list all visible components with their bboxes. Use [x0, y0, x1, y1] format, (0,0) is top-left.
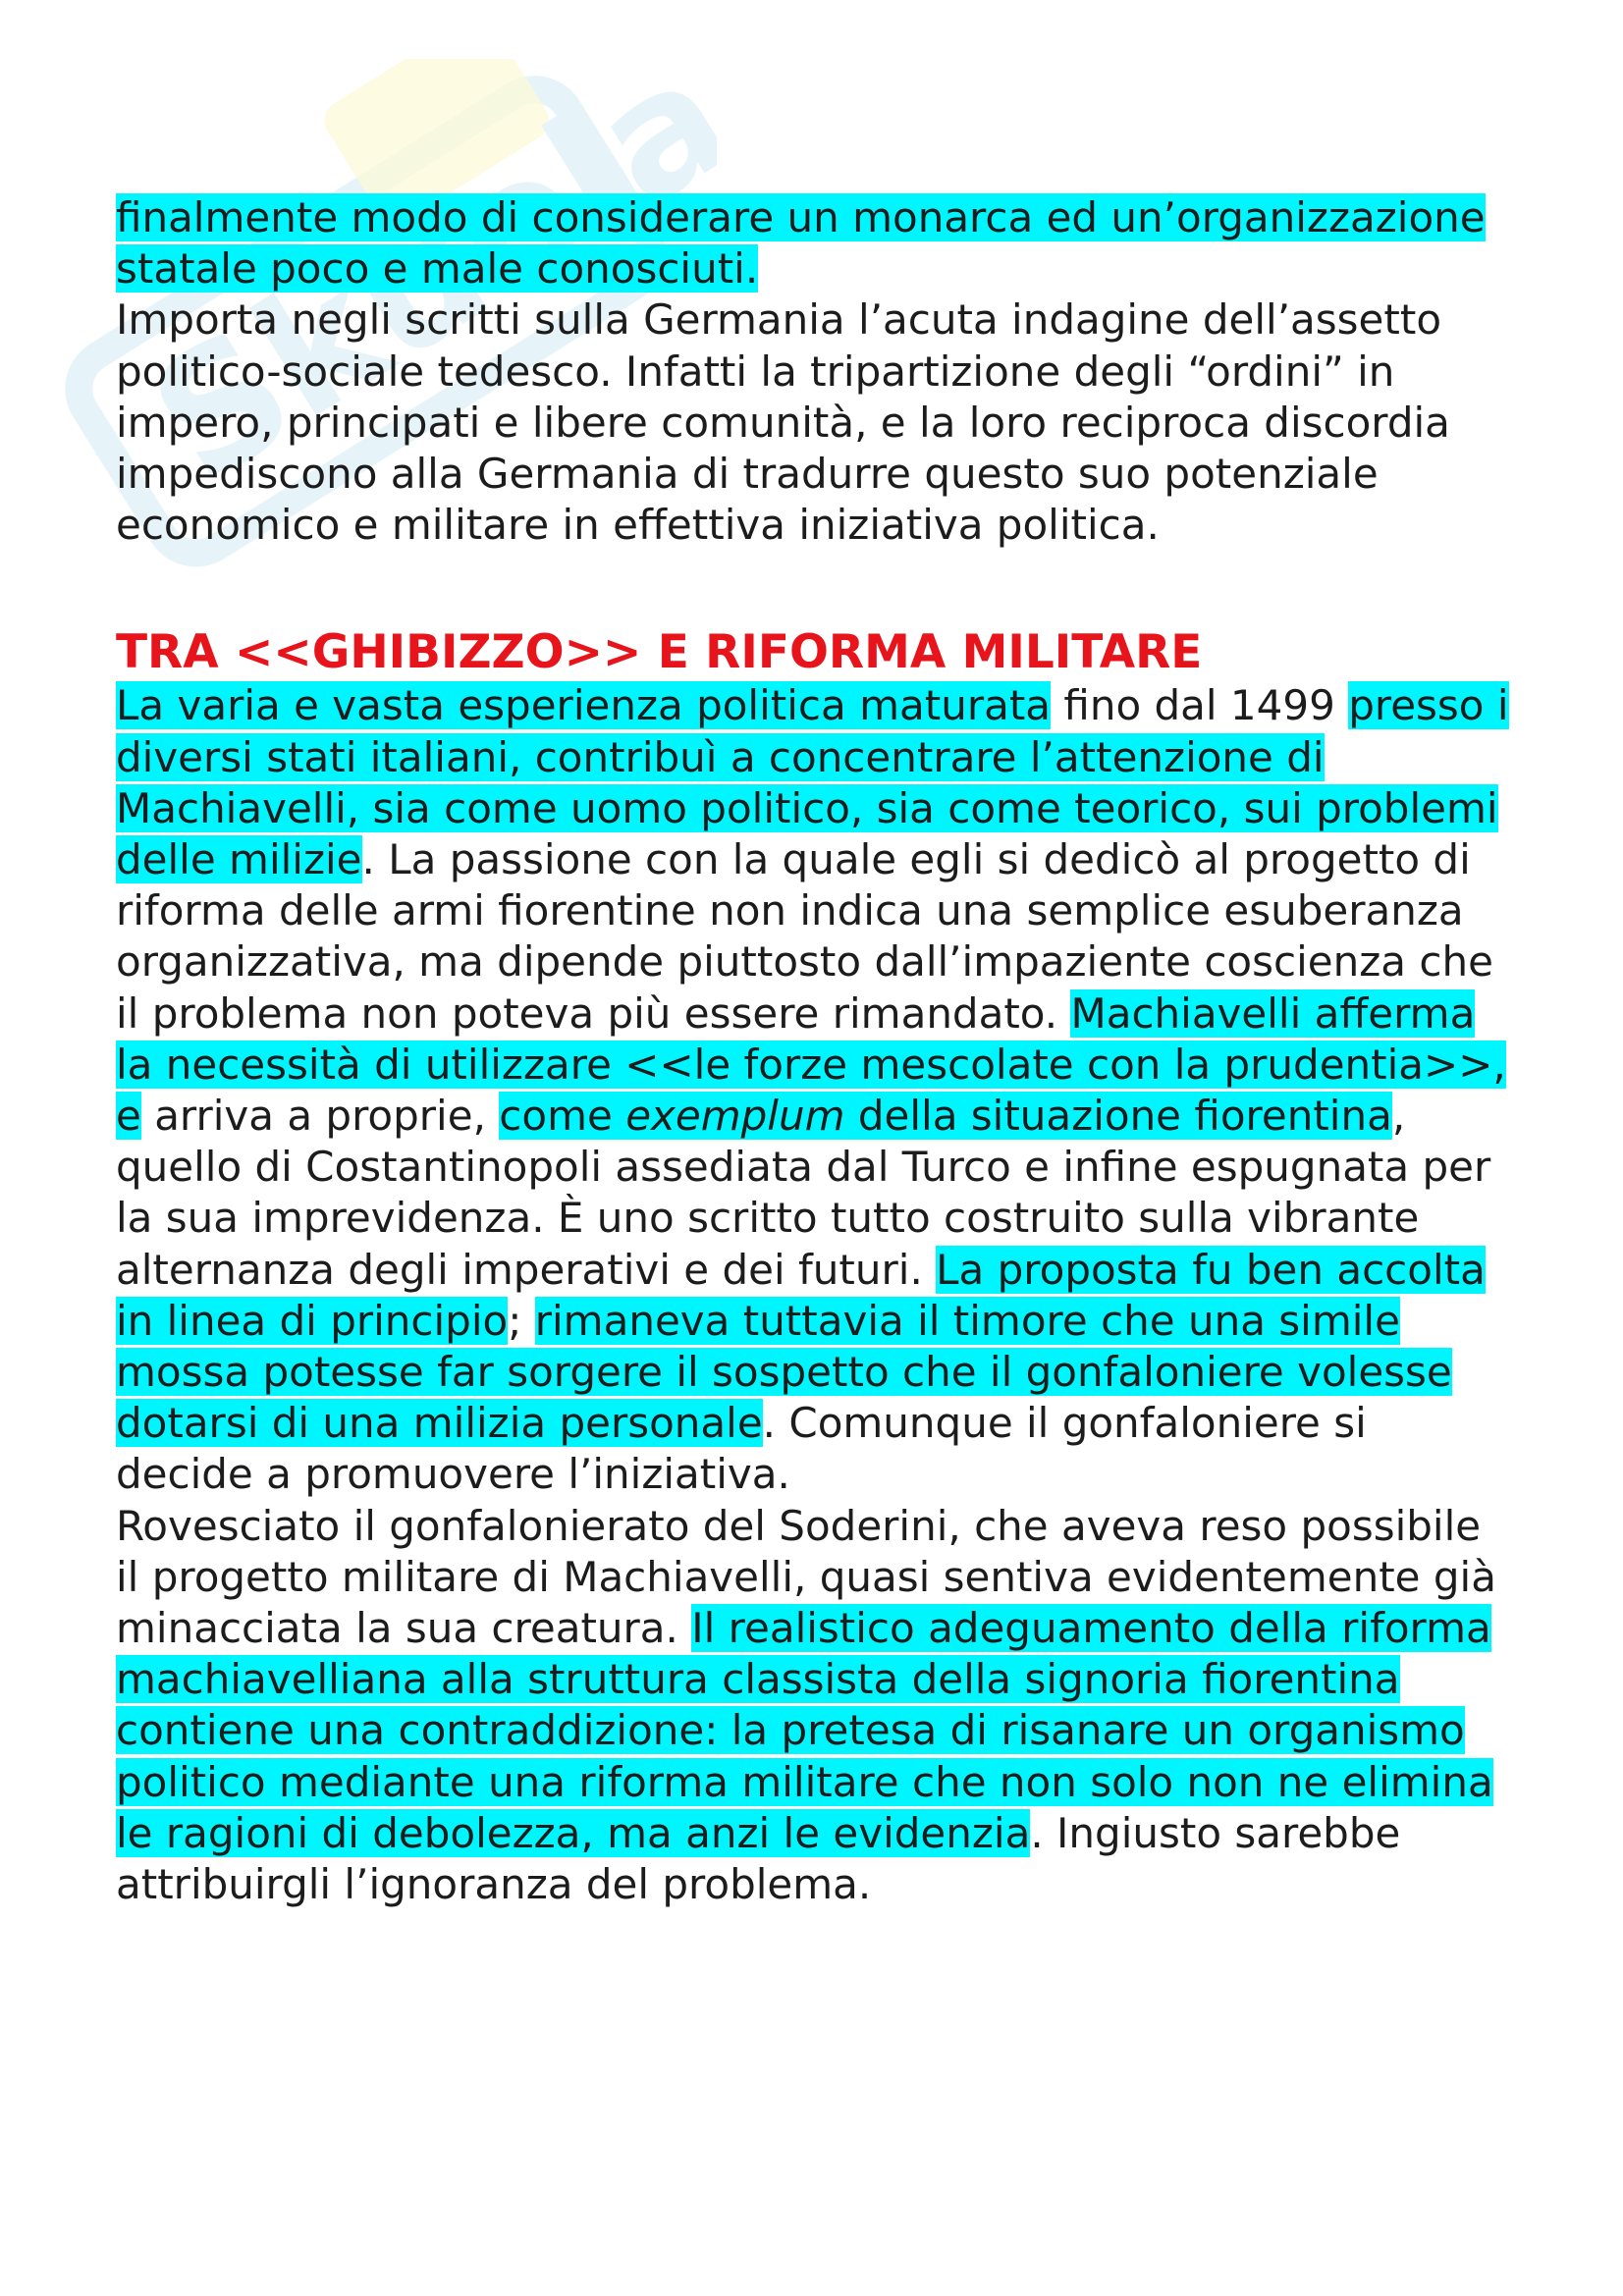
text: Rovesciato il gonfalonierato del Soderini, che aveva reso possibile il progetto militare di Machiavelli, quasi sentiva evidentemente già minacciata la sua creatura. — [116, 1501, 1496, 1653]
highlighted-text — [499, 1092, 1392, 1140]
text: arriva a proprie, — [140, 1092, 500, 1141]
text: fino dal 1499 — [1051, 681, 1349, 730]
highlighted-text: rimaneva tuttavia il timore che una simile mossa potesse far sorgere il sospetto che il gonfaloniere volesse dotarsi di una milizia personale — [116, 1296, 1452, 1448]
section-heading: TRA <<GHIBIZZO>> E RIFORMA MILITARE — [116, 625, 1203, 680]
italic-term: exemplum — [625, 1092, 845, 1141]
text: . La passione con la quale egli si dedicò al progetto di riforma delle armi fiorentine non indica una semplice esuberanza organizzativa, ma dipende piuttosto dall’impaziente coscienza che il problema non poteva più essere rimandato. — [116, 835, 1493, 1038]
highlighted-text: presso i diversi stati italiani, contribuì a concentrare l’attenzione di Machiavelli, sia come uomo politico, sia come teorico, sui problemi delle milizie — [116, 681, 1509, 884]
document-body — [116, 192, 1510, 1910]
text: . Ingiusto sarebbe attribuirgli l’ignoranza del problema. — [116, 1808, 1401, 1909]
highlighted-text: finalmente modo di considerare un monarca ed un’organizzazione statale poco e male conosciuti. — [116, 193, 1486, 294]
highlighted-text-part: come — [499, 1092, 626, 1141]
highlighted-text-part: della situazione fiorentina — [844, 1092, 1392, 1141]
text: ; — [508, 1296, 535, 1345]
highlighted-text: Machiavelli afferma la necessità di utilizzare <<le forze mescolate con la prudentia>>, e — [116, 988, 1506, 1141]
highlighted-text: La proposta fu ben accolta in linea di principio — [116, 1245, 1486, 1345]
highlighted-text: La varia e vasta esperienza politica maturata — [116, 681, 1052, 730]
text: . Comunque il gonfaloniere si decide a promuovere l’iniziativa. — [116, 1399, 1367, 1499]
paragraph-1 — [116, 192, 1510, 551]
paragraph-3 — [116, 1501, 1510, 1911]
highlighted-text: Il realistico adeguamento della riforma machiavelliana alla struttura classista della signoria fiorentina contiene una contraddizione: la pretesa di risanare un organismo politico mediante una riforma militare che non solo non ne elimina le ragioni di debolezza, ma anzi le evidenzia — [116, 1604, 1493, 1857]
paragraph-2 — [116, 680, 1510, 1500]
text: Importa negli scritti sulla Germania l’acuta indagine dell’assetto politico-sociale tedesco. Infatti la tripartizione degli “ordini” in impero, principati e libere comunità, e la loro reciproca discordia impediscono alla Germania di tradurre questo suo potenziale economico e militare in effettiva iniziativa politica. — [116, 295, 1450, 550]
text: , quello di Costantinopoli assediata dal Turco e infine espugnata per la sua imprevidenza. È uno scritto tutto costruito sulla vibrante alternanza degli imperativi e dei futuri. — [116, 1092, 1491, 1294]
